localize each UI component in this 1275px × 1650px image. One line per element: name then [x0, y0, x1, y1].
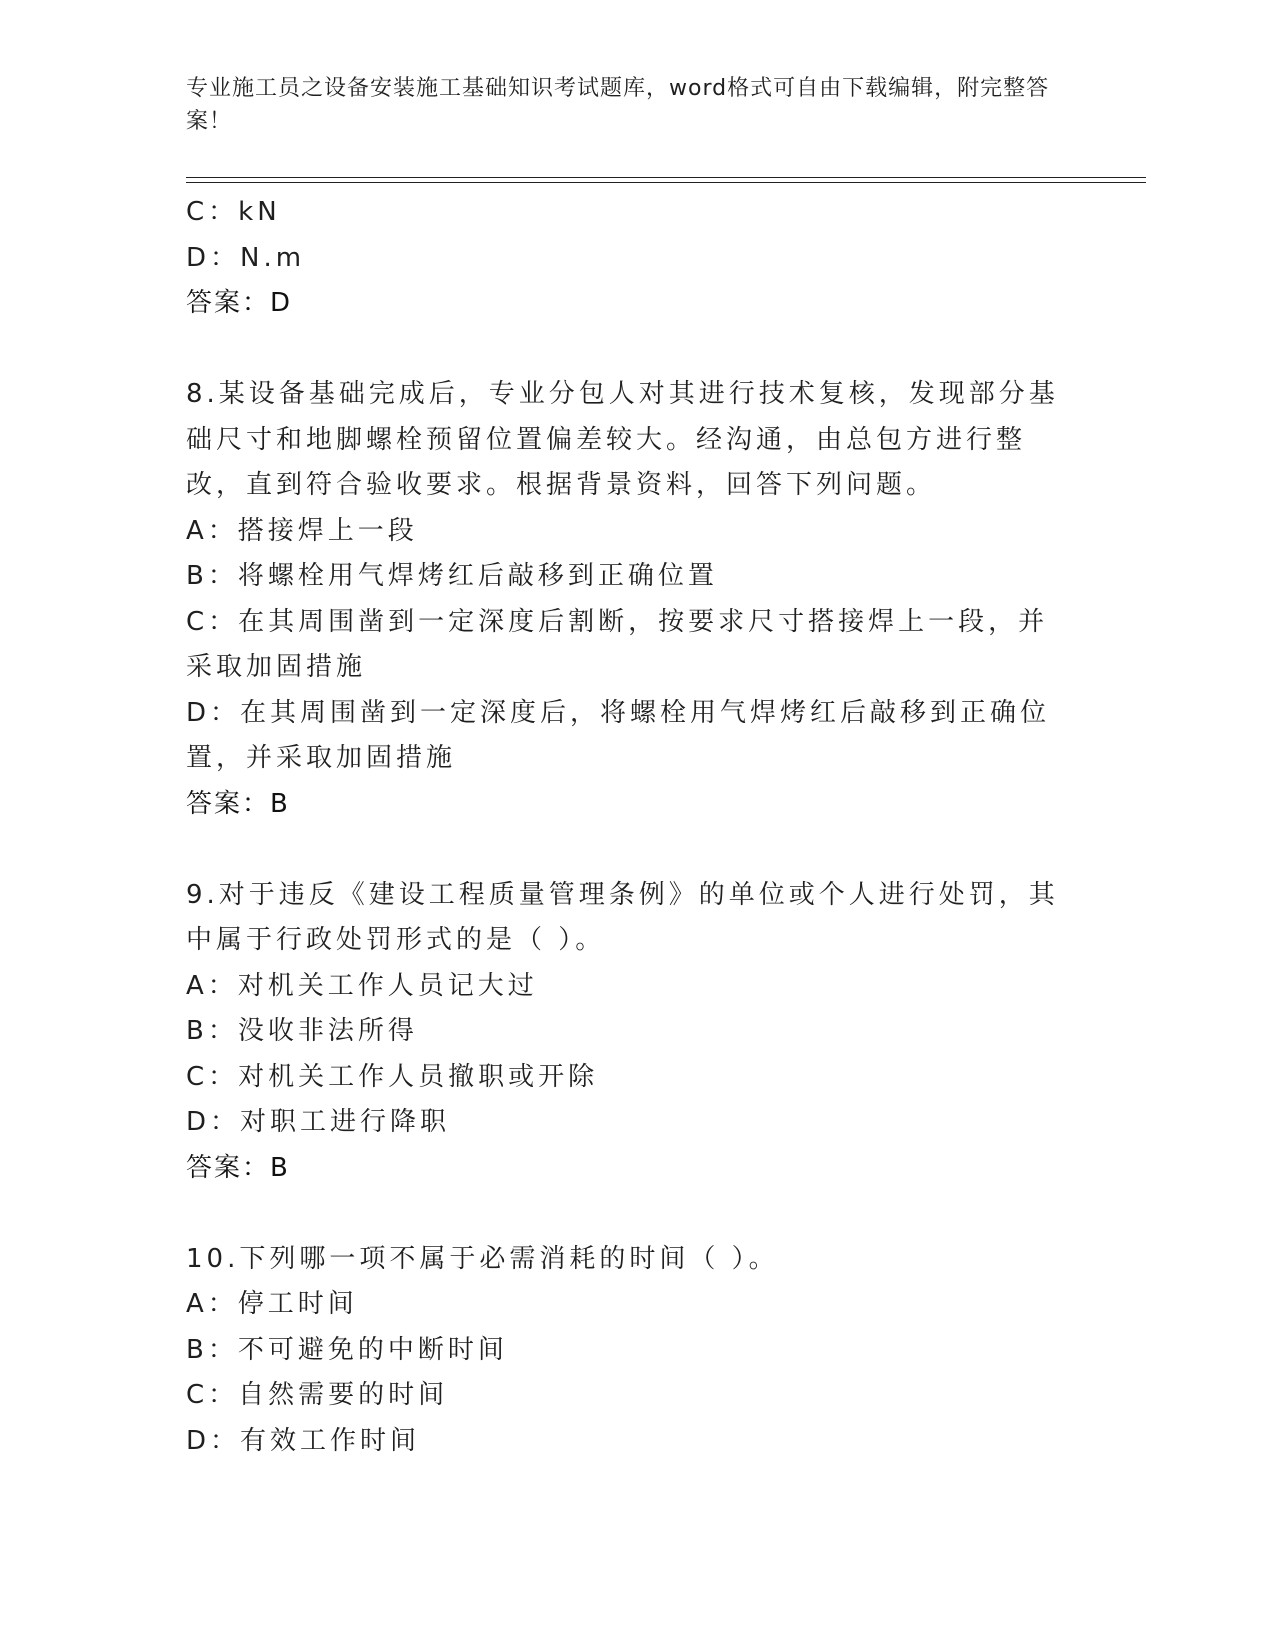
question-8: [186, 372, 1066, 827]
option-b: B：没收非法所得: [186, 1016, 418, 1046]
question-text: 8.某设备基础完成后，专业分包人对其进行技术复核，发现部分基础尺寸和地脚螺栓预留位置偏差较大。经沟通，由总包方进行整改，直到符合验收要求。根据背景资料，回答下列问题。: [186, 379, 1059, 500]
question-7: [186, 190, 1066, 327]
document-header: 专业施工员之设备安装施工基础知识考试题库，word格式可自由下载编辑，附完整答案！: [186, 76, 1050, 134]
option-d: D：有效工作时间: [186, 1425, 421, 1456]
option-b: B：不可避免的中断时间: [186, 1334, 508, 1365]
question-text: 9.对于违反《建设工程质量管理条例》的单位或个人进行处罚，其中属于行政处罚形式的是（ ）。: [186, 879, 1059, 955]
option-a: A：停工时间: [186, 1289, 358, 1319]
document-body: [186, 190, 1066, 1464]
answer: 答案：B: [186, 1152, 290, 1183]
option-b: B：将螺栓用气焊烤红后敲移到正确位置: [186, 561, 718, 591]
option-c: C：kN: [186, 197, 281, 227]
option-d: D：在其周围凿到一定深度后，将螺栓用气焊烤红后敲移到正确位置，并采取加固措施: [186, 697, 1051, 773]
question-text: 10.下列哪一项不属于必需消耗的时间（ ）。: [186, 1243, 779, 1274]
option-d: D：N.m: [186, 242, 306, 273]
option-a: A：对机关工作人员记大过: [186, 970, 538, 1001]
header-divider-bottom: [186, 182, 1146, 183]
option-c: C：对机关工作人员撤职或开除: [186, 1061, 599, 1092]
question-9: [186, 873, 1066, 1192]
answer: 答案：D: [186, 288, 293, 318]
option-d: D：对职工进行降职: [186, 1107, 451, 1137]
option-a: A：搭接焊上一段: [186, 515, 418, 546]
answer: 答案：B: [186, 788, 290, 819]
option-c: C：在其周围凿到一定深度后割断，按要求尺寸搭接焊上一段，并采取加固措施: [186, 606, 1049, 682]
header-divider-top: [186, 177, 1146, 178]
option-c: C：自然需要的时间: [186, 1380, 449, 1410]
question-10: [186, 1237, 1066, 1465]
